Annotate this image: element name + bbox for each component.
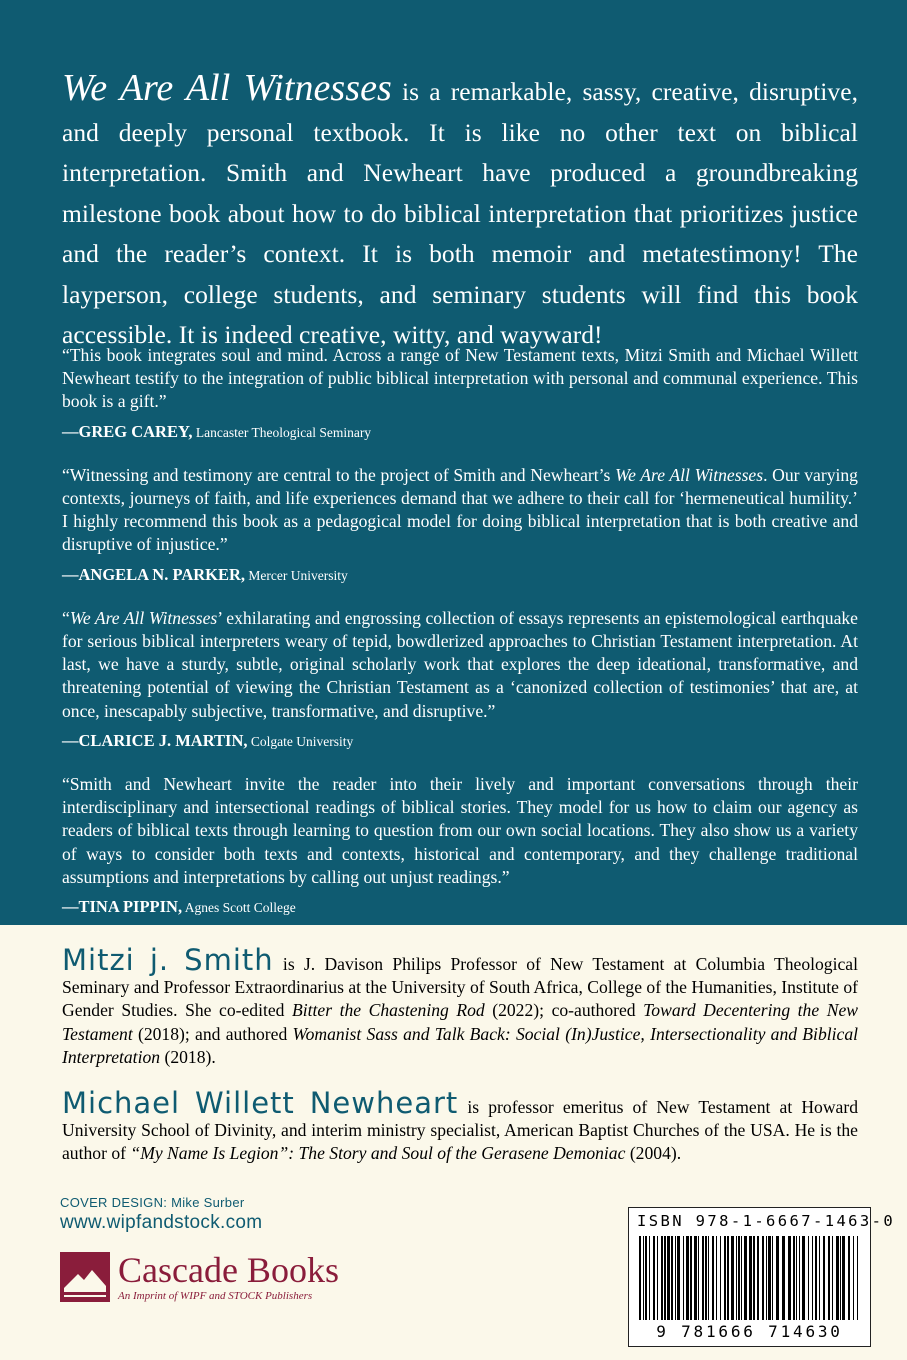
author-name-newheart: Michael Willett Newheart <box>62 1086 459 1120</box>
quote-text: “Witnessing and testimony are central to the project of Smith and Newheart’s <box>62 464 616 485</box>
quote-italic: We Are All Witnesses <box>615 464 764 485</box>
intro-paragraph <box>62 68 858 356</box>
endorser-affiliation: Lancaster Theological Seminary <box>192 424 372 440</box>
quote-text: “This book integrates soul and mind. Across a range of New Testament texts, Mitzi Smith and Michael Willett Newheart testify to the integration of public biblical interpretation with personal and communal experience. This book is a gift.” <box>62 345 858 412</box>
bio-text: (2004). <box>625 1143 682 1164</box>
publisher-name: Cascade Books <box>118 1250 339 1290</box>
endorsement <box>62 607 858 753</box>
endorser <box>62 420 858 444</box>
endorsements <box>62 344 858 939</box>
quote-text: ’ exhilarating and engrossing collection of essays represents an epistemological earthquake for serious biblical interpreters weary of tepid, bowdlerized approaches to Christian Testament interpretation. At last, we have a sturdy, subtle, original scholarly work that explores the deep ideational, transformative, and threatening potential of viewing the Christian Testament as a ‘canonized collection of testimonies’ that are, at once, inescapably subjective, transformative, and disruptive.” <box>62 607 858 721</box>
bio-book-title: “My Name Is Legion”: The Story and Soul of the Gerasene Demoniac <box>130 1143 626 1164</box>
author-bio-smith <box>62 943 859 1069</box>
credits <box>60 1195 262 1234</box>
quote-italic: We Are All Witnesses <box>69 607 218 628</box>
endorser-affiliation: Colgate University <box>247 733 354 749</box>
publisher-website[interactable]: www.wipfandstock.com <box>60 1212 263 1233</box>
endorser-affiliation: Agnes Scott College <box>182 900 296 916</box>
bio-text: (2018). <box>160 1046 216 1067</box>
bio-book-title: Toward Decentering the New Testament <box>62 1000 858 1044</box>
endorser <box>62 563 858 587</box>
endorsement-quote <box>62 344 858 414</box>
endorsement-quote <box>62 773 858 889</box>
bio-text: is professor emeritus of New Testament at Howard University School of Divinity, and interim ministry specialist, American Baptist Churches of the USA. He is the author of <box>62 1097 858 1164</box>
endorser-name: —TINA PIPPIN, <box>62 897 183 917</box>
author-name-smith: Mitzi j. Smith <box>62 943 274 977</box>
barcode-digits: 9 781666 714630 <box>656 1322 843 1341</box>
isbn-barcode <box>628 1207 896 1347</box>
intro-book-title: We Are All Witnesses <box>62 67 392 109</box>
endorser <box>62 895 858 919</box>
barcode-bars <box>637 1236 862 1322</box>
endorsement <box>62 464 858 587</box>
quote-text: “ <box>62 607 70 628</box>
endorsement-quote <box>62 607 858 723</box>
bio-text: (2022); co-authored <box>484 1000 644 1021</box>
endorsement <box>62 344 858 444</box>
cover-design-credit: COVER DESIGN: Mike Surber <box>60 1195 245 1210</box>
publisher-logo <box>60 1248 390 1308</box>
endorser-name: —CLARICE J. MARTIN, <box>62 730 248 750</box>
quote-text: . Our varying contexts, journeys of faith, and life experiences demand that we adhere to their call for ‘hermeneutical humility.’ I highly recommend this book as a pedagogical model for doing biblical interpretation that is both creative and disruptive of injustice.” <box>62 464 858 555</box>
endorser <box>62 729 858 753</box>
isbn-label: ISBN 978-1-6667-1463-0 <box>637 1212 896 1230</box>
bio-text: (2018); and authored <box>132 1023 293 1044</box>
bio-text: is J. Davison Philips Professor of New Testament at Columbia Theological Seminary and Professor Extraordinarius at the University of South Africa, College of the Humanities, Institute of Gender Studies. She co-edited <box>62 954 859 1021</box>
author-bio-newheart <box>62 1086 858 1166</box>
endorser-name: —GREG CAREY, <box>62 421 193 441</box>
bio-book-title: Bitter the Chastening Rod <box>292 1000 485 1021</box>
publisher-tagline: An Imprint of WIPF and STOCK Publishers <box>118 1290 313 1302</box>
endorser-name: —ANGELA N. PARKER, <box>62 564 246 584</box>
mountain-logo-icon <box>60 1252 110 1302</box>
endorsement <box>62 773 858 919</box>
bio-book-title: Womanist Sass and Talk Back: Social (In)Justice, Intersectionality and Biblical Interpretation <box>62 1023 859 1067</box>
endorser-affiliation: Mercer University <box>245 567 348 583</box>
quote-text: “Smith and Newheart invite the reader into their lively and important conversations through their interdisciplinary and intersectional readings of biblical stories. They model for us how to claim our agency as readers of biblical texts through learning to question from our own social locations. They also show us a variety of ways to consider both texts and contexts, historical and contemporary, and they challenge traditional assumptions and interpretations by calling out unjust readings.” <box>62 774 858 887</box>
intro-text: is a remarkable, sassy, creative, disruptive, and deeply personal textbook. It is like no other text on biblical interpretation. Smith and Newheart have produced a groundbreaking milestone book about how to do biblical interpretation that prioritizes justice and the reader’s context. It is both memoir and metatestimony! The layperson, college students, and seminary students will find this book accessible. It is indeed creative, witty, and wayward! <box>62 77 858 349</box>
endorsement-quote <box>62 464 858 557</box>
